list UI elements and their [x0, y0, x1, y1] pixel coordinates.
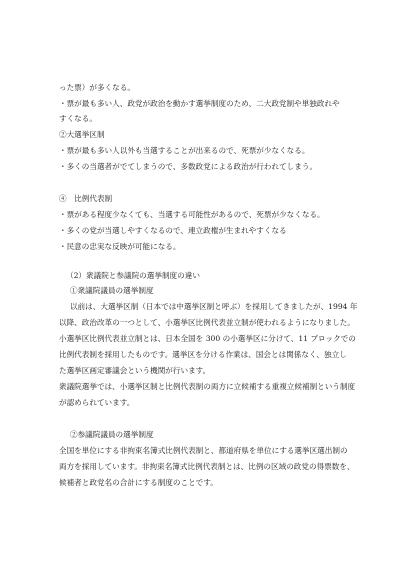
subsection-heading: ②参議院議員の選挙制度: [70, 430, 154, 439]
section-heading: ④ 比例代表制: [59, 194, 113, 203]
text-line: 小選挙区比例代表並立制とは、日本全国を 300 の小選挙区に分けて、11 ブロックでの: [59, 334, 356, 343]
text-line: ・票が最も多い人、政党が政治を動かす選挙制度のため、二大政党制や単独政れや: [59, 99, 340, 108]
text-line: 両方を採用しています。非拘束名簿式比例代表制とは、比例の区域の政党の得票数を、: [59, 462, 355, 471]
text-line: 以降、政治改革の一つとして、小選挙区比例代表並立制が使われるようになりました。: [59, 318, 355, 327]
text-line: ・多くの党が当選しやすくなるので、連立政権が生まれやすくなる: [59, 226, 287, 235]
section-heading: （2）衆議院と参議院の選挙制度の違い: [66, 271, 200, 280]
section-heading: ②大選挙区制: [59, 130, 105, 139]
text-line: ・多くの当選者がでてしまうので、多数政党による政治が行われてしまう。: [59, 162, 318, 171]
text-line: ・民意の忠実な反映が可能になる。: [59, 242, 181, 251]
text-line: すくなる。: [59, 114, 97, 123]
text-line: ・票がある程度少なくても、当選する可能性があるので、死票が少なくなる。: [59, 210, 325, 219]
text-line: た選挙区画定審議会という機関が行います。: [59, 366, 211, 375]
text-line: 比例代表制を採用したものです。選挙区を分ける作業は、国会とは関係なく、独立し: [59, 350, 347, 359]
text-line: った票）が多くなる。: [59, 83, 135, 92]
text-line: ・票が最も多い人以外も当選することが出来るので、死票が少なくなる。: [59, 146, 310, 155]
text-line: が認められています。: [59, 398, 135, 407]
text-line: 候補者と政党名の合計にする制度のことです。: [59, 478, 218, 487]
subsection-heading: ①衆議院議員の選挙制度: [70, 286, 154, 295]
text-line: 全国を単位にする非拘束名簿式比例代表制と、都道府県を単位にする選挙区選出制の: [59, 446, 348, 455]
text-line: 以前は、大選挙区制（日本では中選挙区制と呼ぶ）を採用してきましたが、1994 年: [70, 302, 358, 311]
text-line: 衆議院選挙では、小選挙区制と比例代表制の両方に立候補する重複立候補制という制度: [59, 382, 356, 391]
